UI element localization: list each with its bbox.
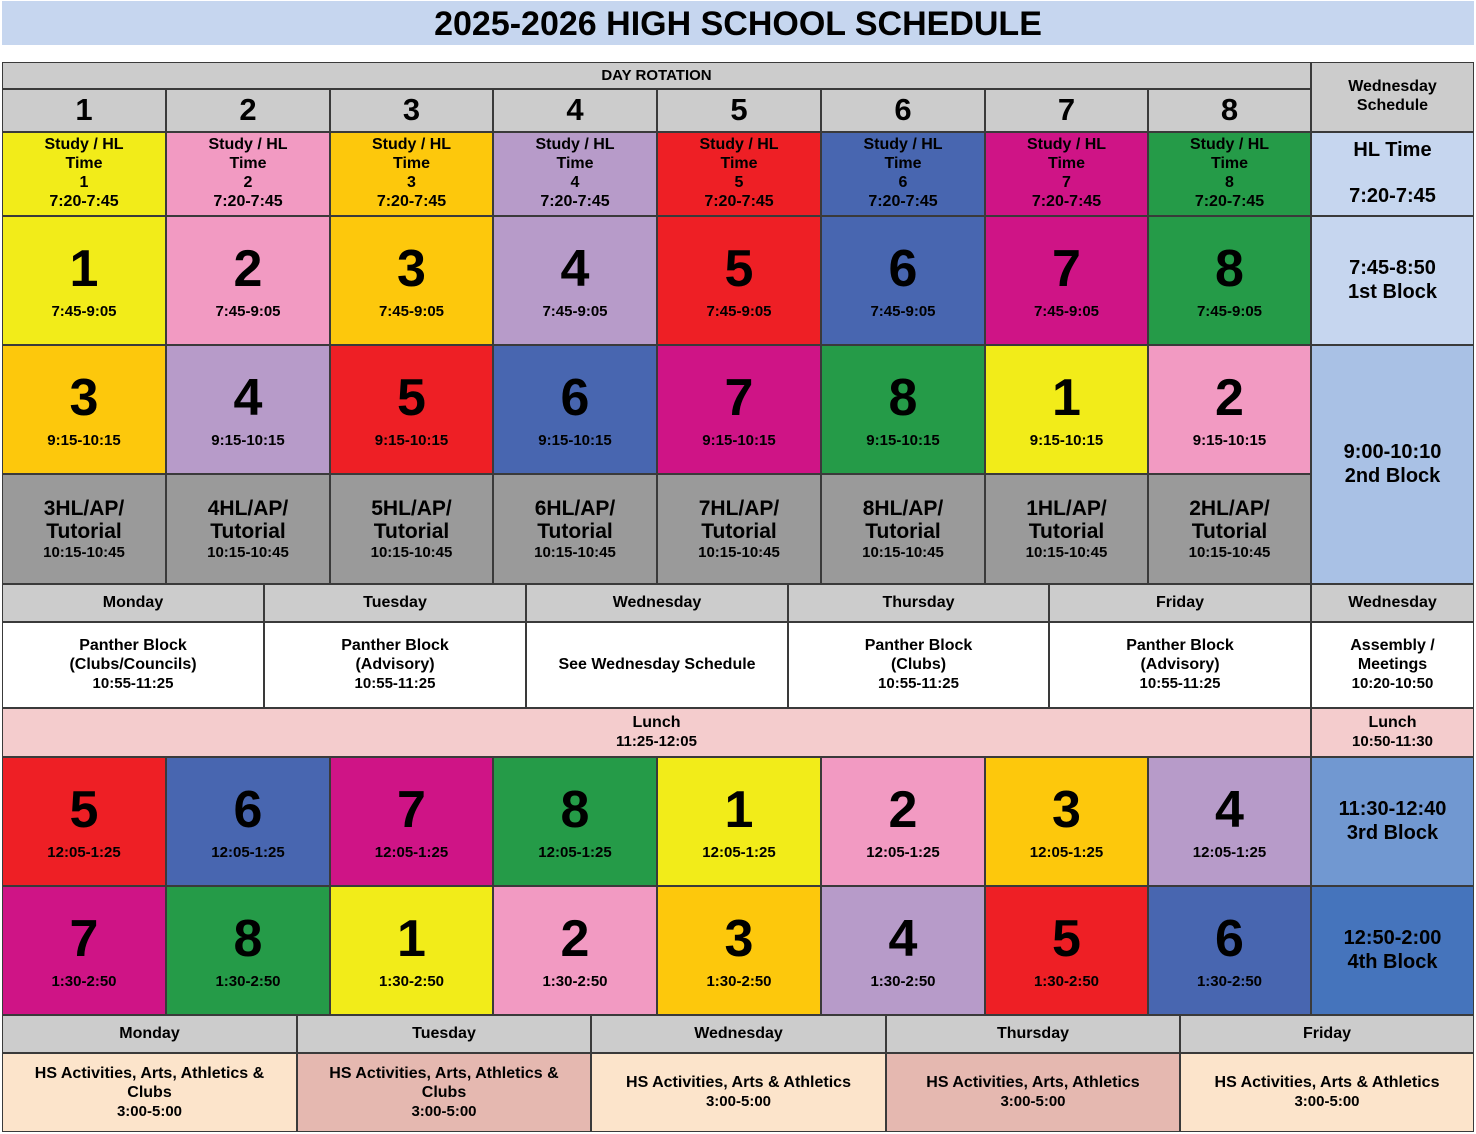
tutorial-time: 10:15-10:45 bbox=[1188, 543, 1271, 561]
study-hl-time: 7:20-7:45 bbox=[1031, 192, 1102, 210]
block4-time: 1:30-2:50 bbox=[51, 972, 117, 990]
tutorial-word: Tutorial bbox=[537, 520, 613, 544]
wednesday-block4-label: 4th Block bbox=[1347, 950, 1438, 973]
block1-cell-5 bbox=[657, 216, 821, 345]
study-hl-label: Study / HL Time bbox=[1189, 136, 1270, 173]
study-hl-cell-4 bbox=[493, 132, 657, 216]
activity-block-tuesday bbox=[297, 1053, 591, 1132]
wednesday-hl-label: HL Time bbox=[1353, 139, 1432, 162]
block3-number: 4 bbox=[1215, 780, 1244, 839]
study-hl-number: 2 bbox=[243, 174, 253, 191]
day-number-label: 7 bbox=[1057, 92, 1076, 128]
tutorial-cell-3 bbox=[330, 474, 493, 584]
block4-number: 8 bbox=[233, 909, 263, 968]
block4-cell-7 bbox=[2, 886, 166, 1015]
wednesday-hl-time: 7:20-7:45 bbox=[1349, 185, 1436, 207]
block4-cell-4 bbox=[821, 886, 985, 1015]
block1-cell-1 bbox=[2, 216, 166, 345]
block2-time: 9:15-10:15 bbox=[211, 431, 285, 449]
panther-block-time: 10:55-11:25 bbox=[1139, 675, 1221, 693]
study-hl-time: 7:20-7:45 bbox=[376, 192, 447, 210]
block3-number: 3 bbox=[1052, 780, 1081, 839]
block2-time: 9:15-10:15 bbox=[538, 431, 612, 449]
tutorial-cell-7 bbox=[985, 474, 1148, 584]
block2-cell-8 bbox=[821, 345, 985, 474]
lunch-row bbox=[2, 708, 1311, 757]
panther-day-label: Tuesday bbox=[363, 593, 427, 611]
block1-number: 7 bbox=[1052, 239, 1081, 298]
wednesday-lunch-label: Lunch bbox=[1368, 714, 1417, 732]
tutorial-time: 10:15-10:45 bbox=[207, 543, 289, 561]
study-hl-time: 7:20-7:45 bbox=[868, 192, 938, 210]
study-hl-number: 3 bbox=[407, 174, 416, 191]
tutorial-hl-label: 8HL/AP/ bbox=[862, 496, 944, 520]
block4-number: 3 bbox=[724, 909, 754, 968]
block4-number: 6 bbox=[1215, 909, 1244, 968]
block2-number: 7 bbox=[724, 368, 754, 427]
block1-number: 8 bbox=[1215, 239, 1244, 298]
tutorial-word: Tutorial bbox=[210, 520, 286, 544]
block2-cell-5 bbox=[330, 345, 493, 474]
block2-cell-4 bbox=[166, 345, 330, 474]
panther-block-time: 10:55-11:25 bbox=[878, 675, 959, 693]
wednesday-assembly-line1: Assembly / bbox=[1350, 637, 1435, 655]
day-number-8 bbox=[1148, 89, 1311, 132]
activity-day-label: Friday bbox=[1302, 1024, 1351, 1042]
block4-time: 1:30-2:50 bbox=[870, 972, 936, 990]
panther-block-monday bbox=[2, 622, 264, 708]
activity-day-label: Thursday bbox=[996, 1024, 1069, 1042]
panther-block-line2: (Clubs) bbox=[890, 656, 947, 674]
panther-day-label: Wednesday bbox=[612, 593, 702, 611]
wednesday-block4-time: 12:50-2:00 bbox=[1343, 926, 1442, 949]
panther-day-header-thursday bbox=[788, 584, 1049, 622]
panther-day-header-wednesday bbox=[526, 584, 788, 622]
panther-block-line2: (Advisory) bbox=[355, 656, 435, 674]
activity-label: HS Activities, Arts, Athletics bbox=[926, 1074, 1140, 1092]
tutorial-hl-label: 2HL/AP/ bbox=[1189, 496, 1270, 520]
day-number-1 bbox=[2, 89, 166, 132]
panther-block-friday bbox=[1049, 622, 1311, 708]
panther-block-thursday bbox=[788, 622, 1049, 708]
panther-day-label: Monday bbox=[102, 593, 164, 611]
day-number-3 bbox=[330, 89, 493, 132]
study-hl-time: 7:20-7:45 bbox=[704, 192, 774, 210]
block3-cell-5 bbox=[2, 757, 166, 886]
tutorial-hl-label: 6HL/AP/ bbox=[534, 496, 616, 520]
wednesday-assembly-cell bbox=[1311, 622, 1474, 708]
block1-time: 7:45-9:05 bbox=[1196, 302, 1263, 320]
panther-block-line1: Panther Block bbox=[1126, 637, 1234, 655]
block3-time: 12:05-1:25 bbox=[1029, 843, 1104, 861]
tutorial-word: Tutorial bbox=[865, 520, 941, 544]
block1-cell-3 bbox=[330, 216, 493, 345]
tutorial-hl-label: 4HL/AP/ bbox=[207, 496, 289, 520]
block1-cell-2 bbox=[166, 216, 330, 345]
block3-time: 12:05-1:25 bbox=[1192, 843, 1267, 861]
block3-number: 2 bbox=[888, 780, 918, 839]
block1-time: 7:45-9:05 bbox=[1033, 302, 1100, 320]
block3-cell-7 bbox=[330, 757, 493, 886]
day-rotation-label: DAY ROTATION bbox=[601, 66, 712, 84]
study-hl-time: 7:20-7:45 bbox=[213, 192, 283, 210]
block1-number: 2 bbox=[233, 239, 263, 298]
block3-cell-3 bbox=[985, 757, 1148, 886]
block2-time: 9:15-10:15 bbox=[866, 431, 940, 449]
block3-cell-2 bbox=[821, 757, 985, 886]
panther-block-line1: Panther Block bbox=[864, 637, 973, 655]
block4-time: 1:30-2:50 bbox=[1196, 972, 1263, 990]
activity-time: 3:00-5:00 bbox=[1000, 1093, 1066, 1111]
activity-block-wednesday bbox=[591, 1053, 886, 1132]
wednesday-block3-label: 3rd Block bbox=[1346, 821, 1439, 844]
block4-cell-2 bbox=[493, 886, 657, 1015]
study-hl-label: Study / HL Time bbox=[1026, 136, 1107, 173]
block3-number: 5 bbox=[69, 780, 99, 839]
block1-time: 7:45-9:05 bbox=[542, 302, 608, 320]
block2-time: 9:15-10:15 bbox=[374, 431, 449, 449]
block3-time: 12:05-1:25 bbox=[866, 843, 940, 861]
panther-day-header-tuesday bbox=[264, 584, 526, 622]
block4-cell-3 bbox=[657, 886, 821, 1015]
block2-cell-3 bbox=[2, 345, 166, 474]
day-number-6 bbox=[821, 89, 985, 132]
wednesday-lunch-cell bbox=[1311, 708, 1474, 757]
block1-number: 5 bbox=[724, 239, 754, 298]
activity-day-label: Wednesday bbox=[694, 1024, 783, 1042]
block3-time: 12:05-1:25 bbox=[538, 843, 612, 861]
study-hl-cell-7 bbox=[985, 132, 1148, 216]
tutorial-word: Tutorial bbox=[1191, 520, 1268, 544]
activity-time: 3:00-5:00 bbox=[1294, 1093, 1360, 1111]
block2-number: 4 bbox=[233, 368, 263, 427]
activity-day-label: Tuesday bbox=[412, 1024, 476, 1042]
block1-number: 1 bbox=[69, 239, 99, 298]
day-number-label: 8 bbox=[1220, 92, 1239, 128]
block2-cell-6 bbox=[493, 345, 657, 474]
block2-time: 9:15-10:15 bbox=[1029, 431, 1104, 449]
tutorial-word: Tutorial bbox=[1028, 520, 1105, 544]
activity-block-friday bbox=[1180, 1053, 1474, 1132]
block2-number: 6 bbox=[560, 368, 590, 427]
tutorial-time: 10:15-10:45 bbox=[698, 543, 780, 561]
wednesday-day-label: Wednesday bbox=[1348, 593, 1437, 611]
block2-cell-7 bbox=[657, 345, 821, 474]
panther-day-label: Thursday bbox=[882, 593, 955, 611]
wednesday-day-header bbox=[1311, 584, 1474, 622]
study-hl-number: 5 bbox=[734, 174, 744, 191]
block4-time: 1:30-2:50 bbox=[706, 972, 772, 990]
block4-time: 1:30-2:50 bbox=[1033, 972, 1100, 990]
block4-time: 1:30-2:50 bbox=[215, 972, 281, 990]
study-hl-time: 7:20-7:45 bbox=[540, 192, 610, 210]
panther-block-line2: (Clubs/Councils) bbox=[69, 656, 197, 674]
day-number-label: 4 bbox=[566, 92, 584, 128]
lunch-time: 11:25-12:05 bbox=[616, 733, 697, 751]
wednesday-block3-cell bbox=[1311, 757, 1474, 886]
study-hl-cell-1 bbox=[2, 132, 166, 216]
activity-day-header-wednesday bbox=[591, 1015, 886, 1053]
study-hl-label: Study / HL Time bbox=[699, 136, 779, 173]
block1-time: 7:45-9:05 bbox=[706, 302, 772, 320]
wednesday-block1-label: 1st Block bbox=[1348, 280, 1437, 303]
lunch-label: Lunch bbox=[632, 714, 681, 732]
block3-cell-8 bbox=[493, 757, 657, 886]
panther-block-line2: (Advisory) bbox=[1140, 656, 1220, 674]
study-hl-time: 7:20-7:45 bbox=[49, 192, 119, 210]
day-number-label: 2 bbox=[239, 92, 257, 128]
study-hl-label: Study / HL Time bbox=[208, 136, 288, 173]
wednesday-block3-time: 11:30-12:40 bbox=[1338, 797, 1447, 820]
wednesday-lunch-time: 10:50-11:30 bbox=[1352, 733, 1433, 751]
activity-day-label: Monday bbox=[119, 1024, 180, 1042]
block2-time: 9:15-10:15 bbox=[1192, 431, 1267, 449]
block3-number: 7 bbox=[397, 780, 426, 839]
block1-cell-4 bbox=[493, 216, 657, 345]
tutorial-time: 10:15-10:45 bbox=[43, 543, 125, 561]
panther-block-time: 10:55-11:25 bbox=[354, 675, 436, 693]
block4-cell-6 bbox=[1148, 886, 1311, 1015]
block4-time: 1:30-2:50 bbox=[542, 972, 608, 990]
activity-day-header-tuesday bbox=[297, 1015, 591, 1053]
tutorial-time: 10:15-10:45 bbox=[534, 543, 616, 561]
block4-number: 2 bbox=[560, 909, 590, 968]
tutorial-word: Tutorial bbox=[701, 520, 777, 544]
block3-time: 12:05-1:25 bbox=[374, 843, 449, 861]
block3-number: 6 bbox=[233, 780, 263, 839]
block4-cell-1 bbox=[330, 886, 493, 1015]
block1-time: 7:45-9:05 bbox=[378, 302, 445, 320]
tutorial-cell-2 bbox=[166, 474, 330, 584]
panther-day-label: Friday bbox=[1155, 593, 1204, 611]
panther-block-time: 10:55-11:25 bbox=[92, 675, 174, 693]
tutorial-hl-label: 3HL/AP/ bbox=[43, 496, 125, 520]
block4-cell-8 bbox=[166, 886, 330, 1015]
panther-day-header-friday bbox=[1049, 584, 1311, 622]
block2-number: 2 bbox=[1215, 368, 1244, 427]
activity-block-thursday bbox=[886, 1053, 1180, 1132]
tutorial-hl-label: 1HL/AP/ bbox=[1026, 496, 1107, 520]
day-number-label: 1 bbox=[75, 92, 93, 128]
study-hl-number: 4 bbox=[570, 174, 580, 191]
block1-cell-8 bbox=[1148, 216, 1311, 345]
block2-cell-2 bbox=[1148, 345, 1311, 474]
panther-block-line1: Panther Block bbox=[341, 637, 449, 655]
activity-label: HS Activities, Arts, Athletics & Clubs bbox=[329, 1064, 559, 1101]
tutorial-cell-1 bbox=[2, 474, 166, 584]
block4-number: 7 bbox=[69, 909, 99, 968]
wednesday-block2-cell bbox=[1311, 345, 1474, 584]
day-number-4 bbox=[493, 89, 657, 132]
block4-number: 5 bbox=[1052, 909, 1081, 968]
study-hl-label: Study / HL Time bbox=[535, 136, 615, 173]
block4-cell-5 bbox=[985, 886, 1148, 1015]
block4-number: 4 bbox=[888, 909, 918, 968]
study-hl-label: Study / HL Time bbox=[863, 136, 943, 173]
block2-number: 8 bbox=[888, 368, 918, 427]
panther-block-wednesday bbox=[526, 622, 788, 708]
panther-block-line1: See Wednesday Schedule bbox=[558, 655, 756, 673]
page-title: 2025-2026 HIGH SCHOOL SCHEDULE bbox=[2, 1, 1474, 45]
block2-number: 1 bbox=[1052, 368, 1081, 427]
wednesday-schedule-label: Wednesday Schedule bbox=[1348, 78, 1437, 114]
tutorial-hl-label: 7HL/AP/ bbox=[698, 496, 780, 520]
block2-time: 9:15-10:15 bbox=[702, 431, 776, 449]
study-hl-number: 1 bbox=[79, 174, 89, 191]
activity-time: 3:00-5:00 bbox=[116, 1102, 183, 1120]
block3-time: 12:05-1:25 bbox=[47, 843, 121, 861]
day-number-2 bbox=[166, 89, 330, 132]
tutorial-time: 10:15-10:45 bbox=[370, 543, 453, 561]
block2-cell-1 bbox=[985, 345, 1148, 474]
tutorial-word: Tutorial bbox=[373, 520, 450, 544]
block1-time: 7:45-9:05 bbox=[51, 302, 117, 320]
block4-time: 1:30-2:50 bbox=[378, 972, 445, 990]
block1-time: 7:45-9:05 bbox=[870, 302, 936, 320]
activity-day-header-thursday bbox=[886, 1015, 1180, 1053]
wednesday-block4-cell bbox=[1311, 886, 1474, 1015]
activity-time: 3:00-5:00 bbox=[411, 1102, 477, 1120]
activity-label: HS Activities, Arts & Athletics bbox=[626, 1074, 851, 1092]
day-rotation-header bbox=[2, 62, 1311, 89]
block3-cell-4 bbox=[1148, 757, 1311, 886]
block1-number: 6 bbox=[888, 239, 918, 298]
tutorial-word: Tutorial bbox=[46, 520, 122, 544]
wednesday-hl-cell bbox=[1311, 132, 1474, 216]
activity-block-monday bbox=[2, 1053, 297, 1132]
wednesday-schedule-header bbox=[1311, 62, 1474, 132]
tutorial-cell-5 bbox=[657, 474, 821, 584]
wednesday-block1-time: 7:45-8:50 bbox=[1349, 256, 1436, 279]
activity-label: HS Activities, Arts & Athletics bbox=[1214, 1074, 1440, 1092]
block3-time: 12:05-1:25 bbox=[702, 843, 776, 861]
wednesday-block2-label: 2nd Block bbox=[1344, 464, 1441, 487]
wednesday-block2-time: 9:00-10:10 bbox=[1343, 440, 1442, 463]
block3-number: 1 bbox=[724, 780, 754, 839]
study-hl-number: 7 bbox=[1062, 174, 1071, 191]
activity-day-header-monday bbox=[2, 1015, 297, 1053]
study-hl-cell-8 bbox=[1148, 132, 1311, 216]
block3-time: 12:05-1:25 bbox=[211, 843, 285, 861]
day-number-label: 5 bbox=[730, 92, 748, 128]
day-number-7 bbox=[985, 89, 1148, 132]
block2-number: 3 bbox=[69, 368, 99, 427]
block3-cell-1 bbox=[657, 757, 821, 886]
study-hl-cell-3 bbox=[330, 132, 493, 216]
block3-number: 8 bbox=[560, 780, 590, 839]
panther-day-header-monday bbox=[2, 584, 264, 622]
block2-time: 9:15-10:15 bbox=[47, 431, 121, 449]
wednesday-block1-cell bbox=[1311, 216, 1474, 345]
activity-label: HS Activities, Arts, Athletics & Clubs bbox=[34, 1064, 265, 1101]
wednesday-assembly-time: 10:20-10:50 bbox=[1351, 675, 1434, 693]
study-hl-cell-5 bbox=[657, 132, 821, 216]
activity-day-header-friday bbox=[1180, 1015, 1474, 1053]
tutorial-cell-6 bbox=[821, 474, 985, 584]
day-number-5 bbox=[657, 89, 821, 132]
tutorial-hl-label: 5HL/AP/ bbox=[371, 496, 452, 520]
study-hl-number: 6 bbox=[898, 174, 908, 191]
tutorial-cell-8 bbox=[1148, 474, 1311, 584]
tutorial-cell-4 bbox=[493, 474, 657, 584]
panther-block-line1: Panther Block bbox=[79, 637, 187, 655]
study-hl-label: Study / HL Time bbox=[44, 136, 124, 173]
tutorial-time: 10:15-10:45 bbox=[862, 543, 944, 561]
study-hl-cell-2 bbox=[166, 132, 330, 216]
study-hl-cell-6 bbox=[821, 132, 985, 216]
day-number-label: 3 bbox=[402, 92, 421, 128]
study-hl-time: 7:20-7:45 bbox=[1194, 192, 1265, 210]
block1-time: 7:45-9:05 bbox=[215, 302, 281, 320]
activity-time: 3:00-5:00 bbox=[705, 1093, 772, 1111]
block1-cell-7 bbox=[985, 216, 1148, 345]
block4-number: 1 bbox=[397, 909, 426, 968]
wednesday-assembly-line2: Meetings bbox=[1357, 656, 1428, 674]
block1-number: 3 bbox=[397, 239, 426, 298]
panther-block-tuesday bbox=[264, 622, 526, 708]
block1-number: 4 bbox=[560, 239, 590, 298]
study-hl-label: Study / HL Time bbox=[371, 136, 452, 173]
tutorial-time: 10:15-10:45 bbox=[1025, 543, 1108, 561]
study-hl-number: 8 bbox=[1225, 174, 1234, 191]
block1-cell-6 bbox=[821, 216, 985, 345]
block3-cell-6 bbox=[166, 757, 330, 886]
day-number-label: 6 bbox=[894, 92, 912, 128]
block2-number: 5 bbox=[397, 368, 426, 427]
